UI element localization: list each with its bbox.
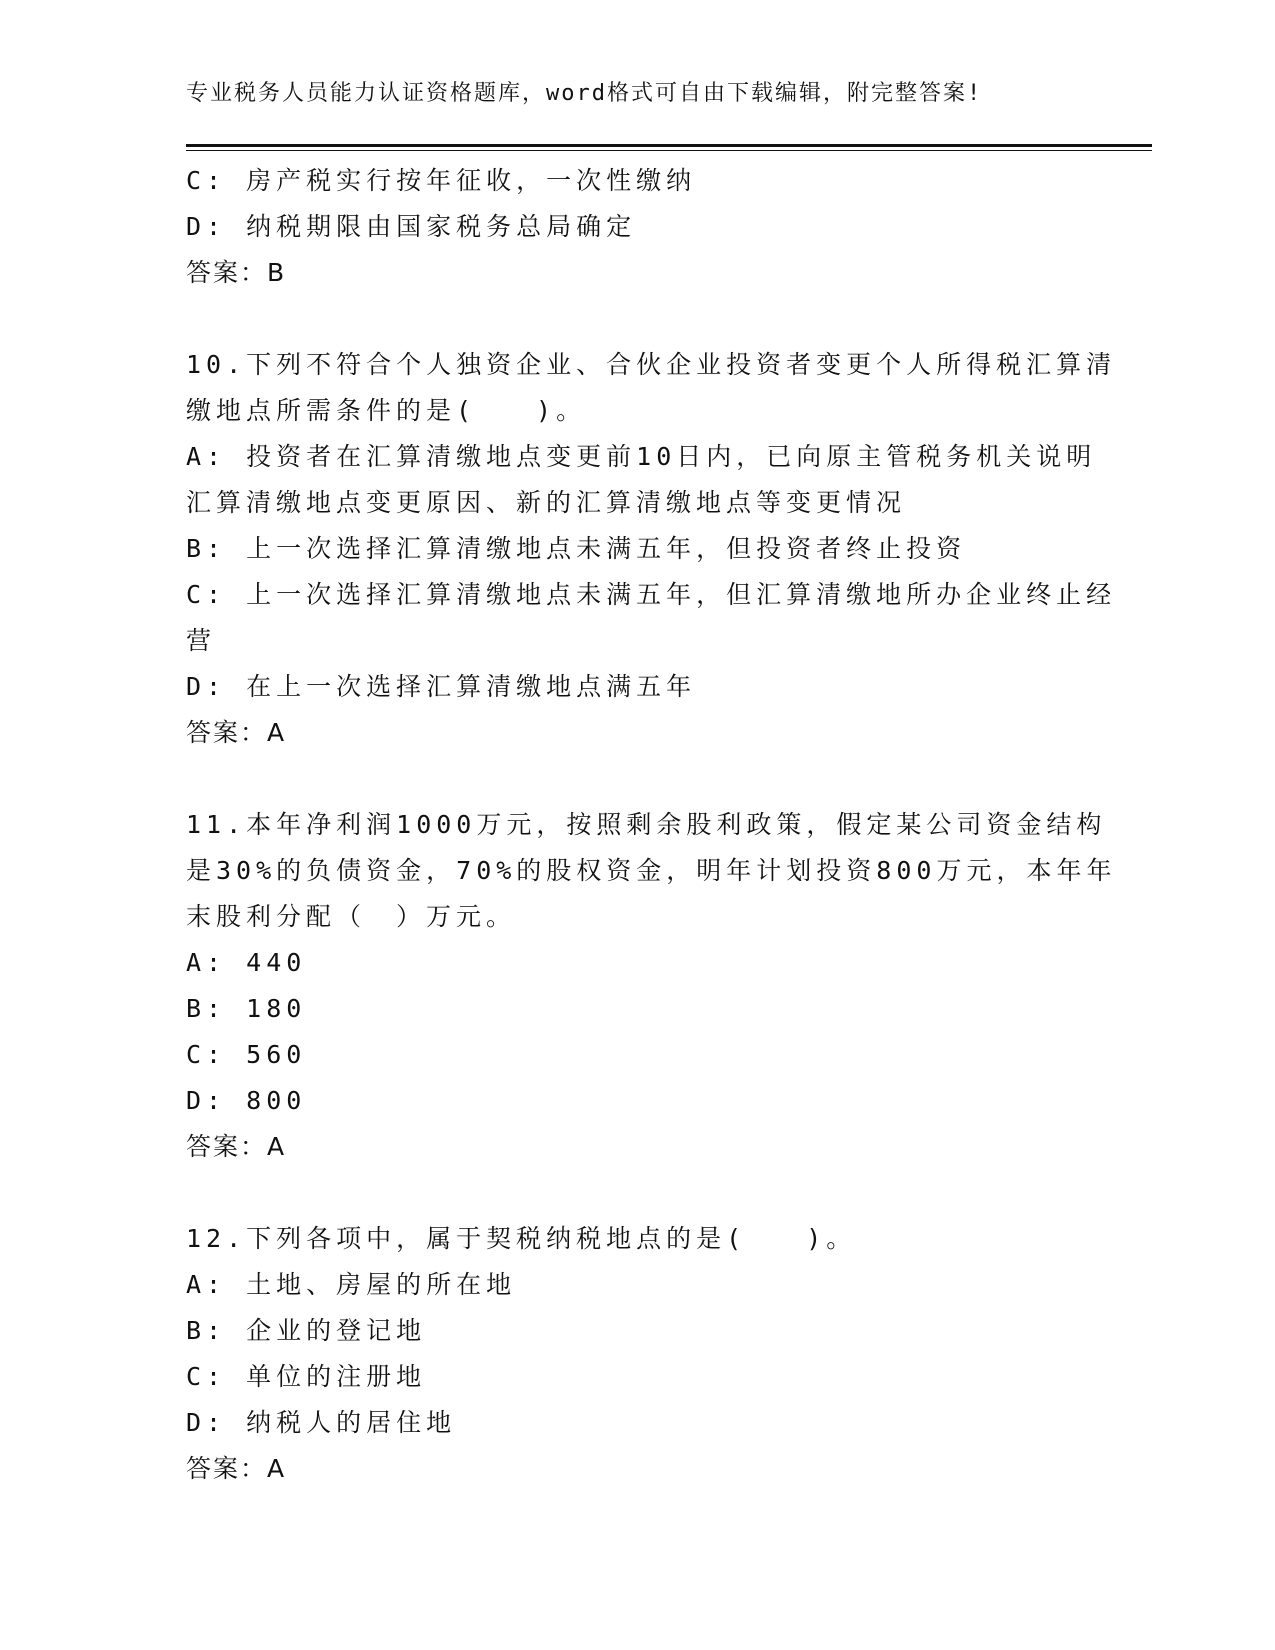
option-a: A: 440 [186,948,307,977]
document-body [186,158,1117,1492]
option-c: C: 单位的注册地 [186,1362,427,1391]
answer-line: 答案：A [186,1132,287,1161]
answer-line: 答案：B [186,258,287,287]
option-a-continued: 汇算清缴地点变更原因、新的汇算清缴地点等变更情况 [186,488,907,517]
page-header: 专业税务人员能力认证资格题库，word格式可自由下载编辑，附完整答案! [186,81,983,106]
option-c-continued: 营 [186,626,217,655]
question-9-tail [186,158,1086,296]
question-stem-continued: 缴地点所需条件的是( )。 [186,396,587,425]
option-a: A: 投资者在汇算清缴地点变更前10日内，已向原主管税务机关说明 [186,442,1097,471]
option-c: C: 560 [186,1040,307,1069]
option-b: B: 企业的登记地 [186,1316,427,1345]
header-divider-thick [186,144,1152,147]
spacer [186,296,1086,342]
option-c: C: 上一次选择汇算清缴地点未满五年，但汇算清缴地所办企业终止经 [186,580,1117,609]
option-c: C: 房产税实行按年征收，一次性缴纳 [186,166,697,195]
option-d: D: 在上一次选择汇算清缴地点满五年 [186,672,697,701]
option-d: D: 纳税期限由国家税务总局确定 [186,212,637,241]
option-b: B: 上一次选择汇算清缴地点未满五年，但投资者终止投资 [186,534,967,563]
question-stem: 12.下列各项中，属于契税纳税地点的是( )。 [186,1224,857,1253]
question-10 [186,342,1117,756]
answer-line: 答案：A [186,1454,287,1483]
option-d: D: 纳税人的居住地 [186,1408,457,1437]
answer-line: 答案：A [186,718,287,747]
question-stem: 10.下列不符合个人独资企业、合伙企业投资者变更个人所得税汇算清 [186,350,1117,379]
question-12 [186,1216,1086,1492]
question-11 [186,802,1117,1170]
option-a: A: 土地、房屋的所在地 [186,1270,517,1299]
spacer [186,1170,1086,1216]
question-stem-continued: 末股利分配（ ）万元。 [186,902,517,931]
question-stem-continued: 是30%的负债资金，70%的股权资金，明年计划投资800万元，本年年 [186,856,1117,885]
option-b: B: 180 [186,994,307,1023]
option-d: D: 800 [186,1086,307,1115]
question-stem: 11.本年净利润1000万元，按照剩余股利政策，假定某公司资金结构 [186,810,1107,839]
header-divider-thin [186,150,1152,151]
spacer [186,756,1086,802]
